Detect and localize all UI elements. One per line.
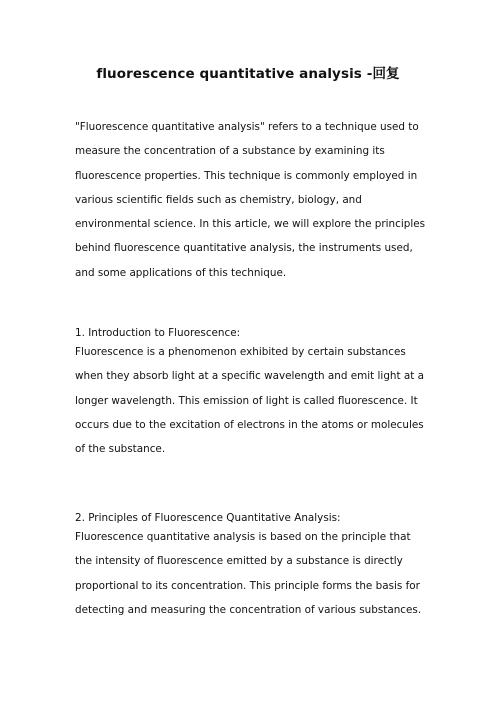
intro-paragraph: "Fluorescence quantitative analysis" refers to a technique used to measure the concentration of a substance by examining its fluorescence properties. This technique is commonly employed in various scientific fields such as chemistry, biology, and environmental science. In this article, we will explore the principles behind fluorescence quantitative analysis, the instruments used, and some applications of this technique. <box>75 121 426 279</box>
document-title: fluorescence quantitative analysis -回复 <box>96 66 400 82</box>
section-heading-principles: 2. Principles of Fluorescence Quantitative Analysis: <box>75 512 341 524</box>
section-paragraph-introduction: Fluorescence is a phenomenon exhibited by certain substances when they absorb light at a specific wavelength and emit light at a longer wavelength. This emission of light is called fluorescence. It occurs due to the excitation of electrons in the atoms or molecules of the substance. <box>75 346 424 456</box>
section-paragraph-principles: Fluorescence quantitative analysis is based on the principle that the intensity of fluorescence emitted by a substance is directly proportional to its concentration. This principle forms the basis for detecting and measuring the concentration of various substances. <box>75 531 422 616</box>
section-heading-introduction: 1. Introduction to Fluorescence: <box>75 327 241 339</box>
